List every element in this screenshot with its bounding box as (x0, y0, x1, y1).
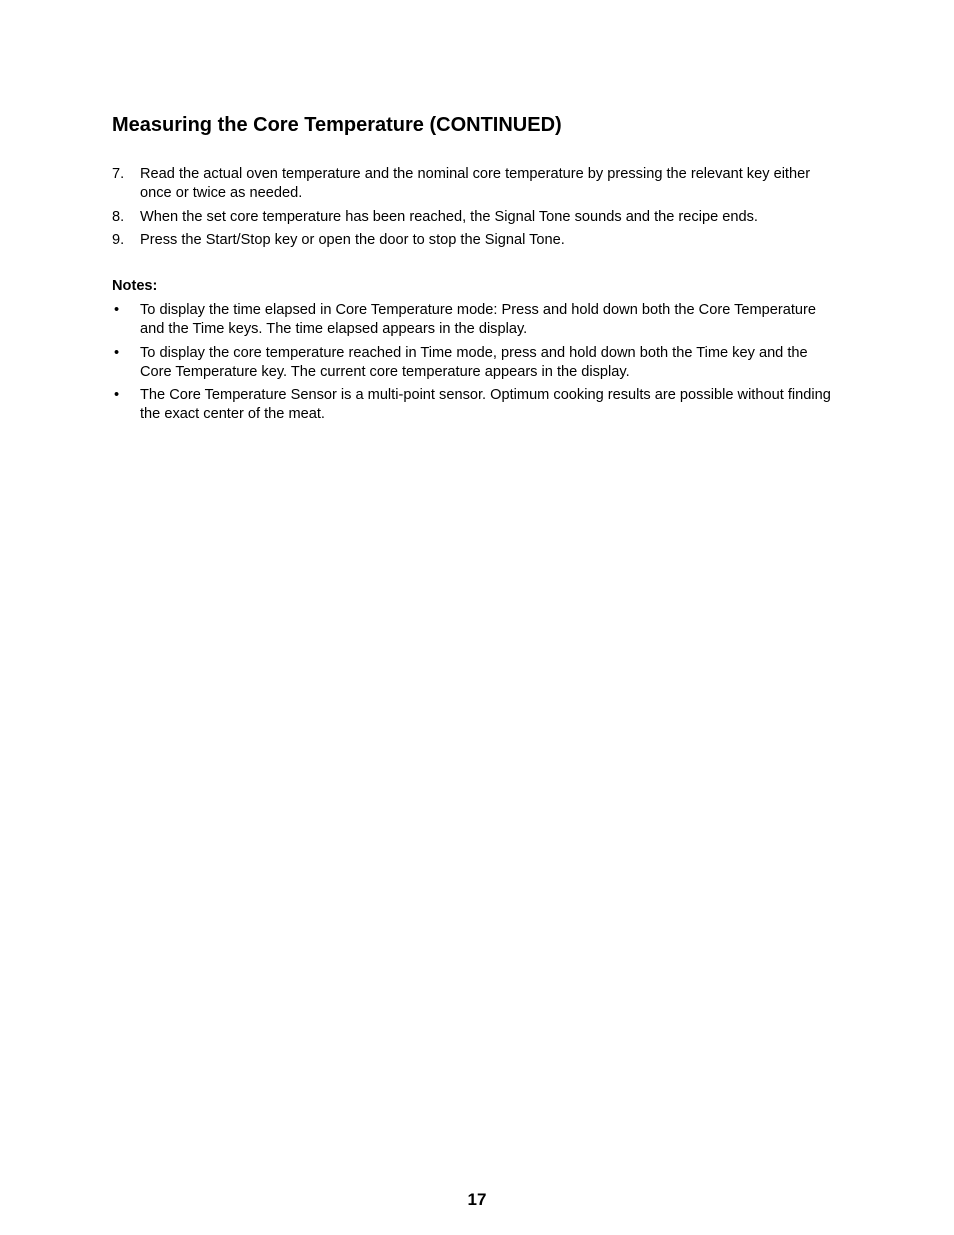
step-number: 8. (112, 208, 125, 225)
step-number: 7. (112, 166, 125, 182)
note-text: To display the core temperature reached in Time mode, press and hold down both the Time key and the Core Temperature key. The current core temperature appears in the display. (140, 344, 808, 380)
steps-list (112, 165, 842, 255)
step-text: When the set core temperature has been reached, the Signal Tone sounds and the recipe ends. (140, 208, 758, 225)
page-title: Measuring the Core Temperature (CONTINUED) (112, 114, 562, 136)
list-item (112, 231, 842, 250)
note-text: To display the time elapsed in Core Temperature mode: Press and hold down both the Core Temperature and the Time keys. The time elapsed appears in the display. (140, 302, 817, 337)
list-item (112, 386, 842, 424)
step-text: Press the Start/Stop key or open the door to stop the Signal Tone. (140, 232, 565, 248)
list-item (112, 344, 842, 382)
step-text: Read the actual oven temperature and the nominal core temperature by pressing the relevant key either once or twice as needed. (140, 166, 811, 201)
bullet-icon: • (114, 387, 120, 403)
note-text: The Core Temperature Sensor is a multi-point sensor. Optimum cooking results are possible without finding the exact center of the meat. (140, 387, 831, 422)
step-number: 9. (112, 232, 125, 248)
notes-list (112, 301, 842, 429)
bullet-icon: • (114, 302, 120, 318)
list-item (112, 301, 842, 339)
list-item (112, 208, 842, 227)
list-item (112, 165, 842, 203)
page-number: 17 (467, 1190, 487, 1209)
notes-heading: Notes: (112, 278, 158, 294)
bullet-icon: • (114, 344, 120, 361)
